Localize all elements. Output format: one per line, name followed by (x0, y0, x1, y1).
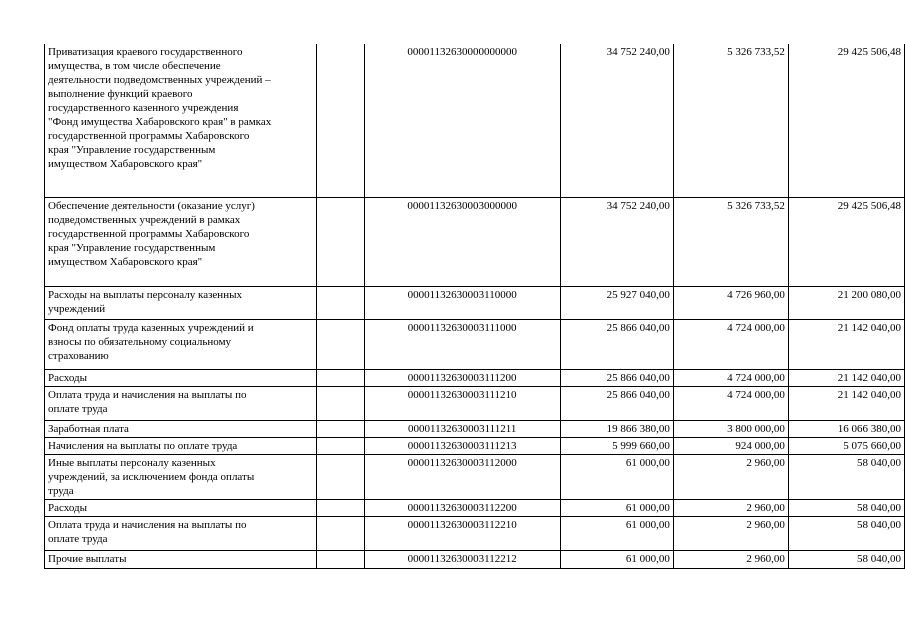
row-approved: 34 752 240,00 (560, 44, 673, 197)
row-approved: 25 866 040,00 (560, 369, 673, 386)
row-remaining: 5 075 660,00 (788, 437, 904, 454)
row-approved: 25 927 040,00 (560, 286, 673, 319)
row-code: 00001132630003112212 (364, 550, 560, 568)
row-blank-cell (316, 286, 364, 319)
row-remaining: 29 425 506,48 (788, 44, 904, 197)
table-row (45, 286, 905, 319)
table-row (45, 516, 905, 550)
row-approved: 61 000,00 (560, 516, 673, 550)
row-blank-cell (316, 454, 364, 499)
row-name-cell (45, 420, 317, 437)
row-name-cell (45, 516, 317, 550)
row-executed: 4 724 000,00 (673, 386, 788, 420)
row-remaining: 16 066 380,00 (788, 420, 904, 437)
table-row (45, 437, 905, 454)
row-approved: 25 866 040,00 (560, 386, 673, 420)
row-name: Прочие выплаты (48, 552, 127, 565)
row-remaining: 58 040,00 (788, 499, 904, 516)
row-blank-cell (316, 550, 364, 568)
row-executed: 2 960,00 (673, 550, 788, 568)
row-name-cell (45, 369, 317, 386)
row-remaining: 21 142 040,00 (788, 319, 904, 369)
table-row (45, 197, 905, 286)
row-remaining: 58 040,00 (788, 516, 904, 550)
row-blank-cell (316, 437, 364, 454)
row-approved: 61 000,00 (560, 550, 673, 568)
row-approved: 25 866 040,00 (560, 319, 673, 369)
row-executed: 4 726 960,00 (673, 286, 788, 319)
row-name-cell (45, 550, 317, 568)
row-code: 00001132630003112200 (364, 499, 560, 516)
row-remaining: 21 142 040,00 (788, 386, 904, 420)
row-executed: 2 960,00 (673, 516, 788, 550)
table-row (45, 386, 905, 420)
row-code: 00001132630003112000 (364, 454, 560, 499)
row-name-cell (45, 499, 317, 516)
row-code: 00001132630003111200 (364, 369, 560, 386)
row-name: Расходы на выплаты персоналу казенных учреждений (48, 288, 242, 315)
row-executed: 5 326 733,52 (673, 44, 788, 197)
table-row (45, 420, 905, 437)
row-code: 00001132630003111000 (364, 319, 560, 369)
row-name-cell (45, 319, 317, 369)
row-name-cell (45, 437, 317, 454)
table-row (45, 319, 905, 369)
row-code: 00001132630003112210 (364, 516, 560, 550)
budget-table (44, 44, 905, 569)
row-approved: 61 000,00 (560, 499, 673, 516)
row-remaining: 21 142 040,00 (788, 369, 904, 386)
row-executed: 3 800 000,00 (673, 420, 788, 437)
row-remaining: 21 200 080,00 (788, 286, 904, 319)
row-blank-cell (316, 516, 364, 550)
row-name: Начисления на выплаты по оплате труда (48, 439, 238, 452)
row-name: Расходы (48, 501, 87, 514)
row-name-cell (45, 197, 317, 286)
row-name: Иные выплаты персоналу казенных учреждений, за исключением фонда оплаты труда (48, 456, 255, 497)
row-blank-cell (316, 369, 364, 386)
row-name: Заработная плата (48, 422, 129, 435)
row-name-cell (45, 454, 317, 499)
row-code: 00001132630000000000 (364, 44, 560, 197)
row-executed: 4 724 000,00 (673, 369, 788, 386)
row-blank-cell (316, 386, 364, 420)
row-blank-cell (316, 319, 364, 369)
table-row (45, 369, 905, 386)
row-executed: 4 724 000,00 (673, 319, 788, 369)
row-executed: 924 000,00 (673, 437, 788, 454)
table-row (45, 454, 905, 499)
row-name: Расходы (48, 371, 87, 384)
row-code: 00001132630003111210 (364, 386, 560, 420)
row-approved: 61 000,00 (560, 454, 673, 499)
row-blank-cell (316, 420, 364, 437)
row-remaining: 58 040,00 (788, 454, 904, 499)
row-code: 00001132630003110000 (364, 286, 560, 319)
row-remaining: 58 040,00 (788, 550, 904, 568)
row-executed: 2 960,00 (673, 454, 788, 499)
row-blank-cell (316, 44, 364, 197)
row-remaining: 29 425 506,48 (788, 197, 904, 286)
row-name-cell (45, 386, 317, 420)
row-executed: 2 960,00 (673, 499, 788, 516)
row-name-cell (45, 286, 317, 319)
row-code: 00001132630003111213 (364, 437, 560, 454)
row-name: Обеспечение деятельности (оказание услуг) подведомственных учреждений в рамках государственной программы Хабаровского края "Управление государственным имуществом Хабаровского края" (48, 199, 255, 268)
row-name: Оплата труда и начисления на выплаты по оплате труда (48, 518, 247, 545)
table-row (45, 550, 905, 568)
row-approved: 19 866 380,00 (560, 420, 673, 437)
row-approved: 5 999 660,00 (560, 437, 673, 454)
row-blank-cell (316, 197, 364, 286)
table-row (45, 499, 905, 516)
table-row (45, 44, 905, 197)
row-approved: 34 752 240,00 (560, 197, 673, 286)
row-name: Фонд оплаты труда казенных учреждений и взносы по обязательному социальному страхованию (48, 321, 254, 362)
row-blank-cell (316, 499, 364, 516)
row-name: Оплата труда и начисления на выплаты по оплате труда (48, 388, 247, 415)
row-name-cell (45, 44, 317, 197)
row-executed: 5 326 733,52 (673, 197, 788, 286)
row-name: Приватизация краевого государственного имущества, в том числе обеспечение деятельности подведомственных учреждений – выполнение функций краевого государственного казенного учреждения "Фонд имущества Хабаровского края" в рамках государственной программы Хабаровского края "Управление государственным имуществом Хабаровского края" (48, 46, 272, 170)
row-code: 00001132630003111211 (364, 420, 560, 437)
row-code: 00001132630003000000 (364, 197, 560, 286)
